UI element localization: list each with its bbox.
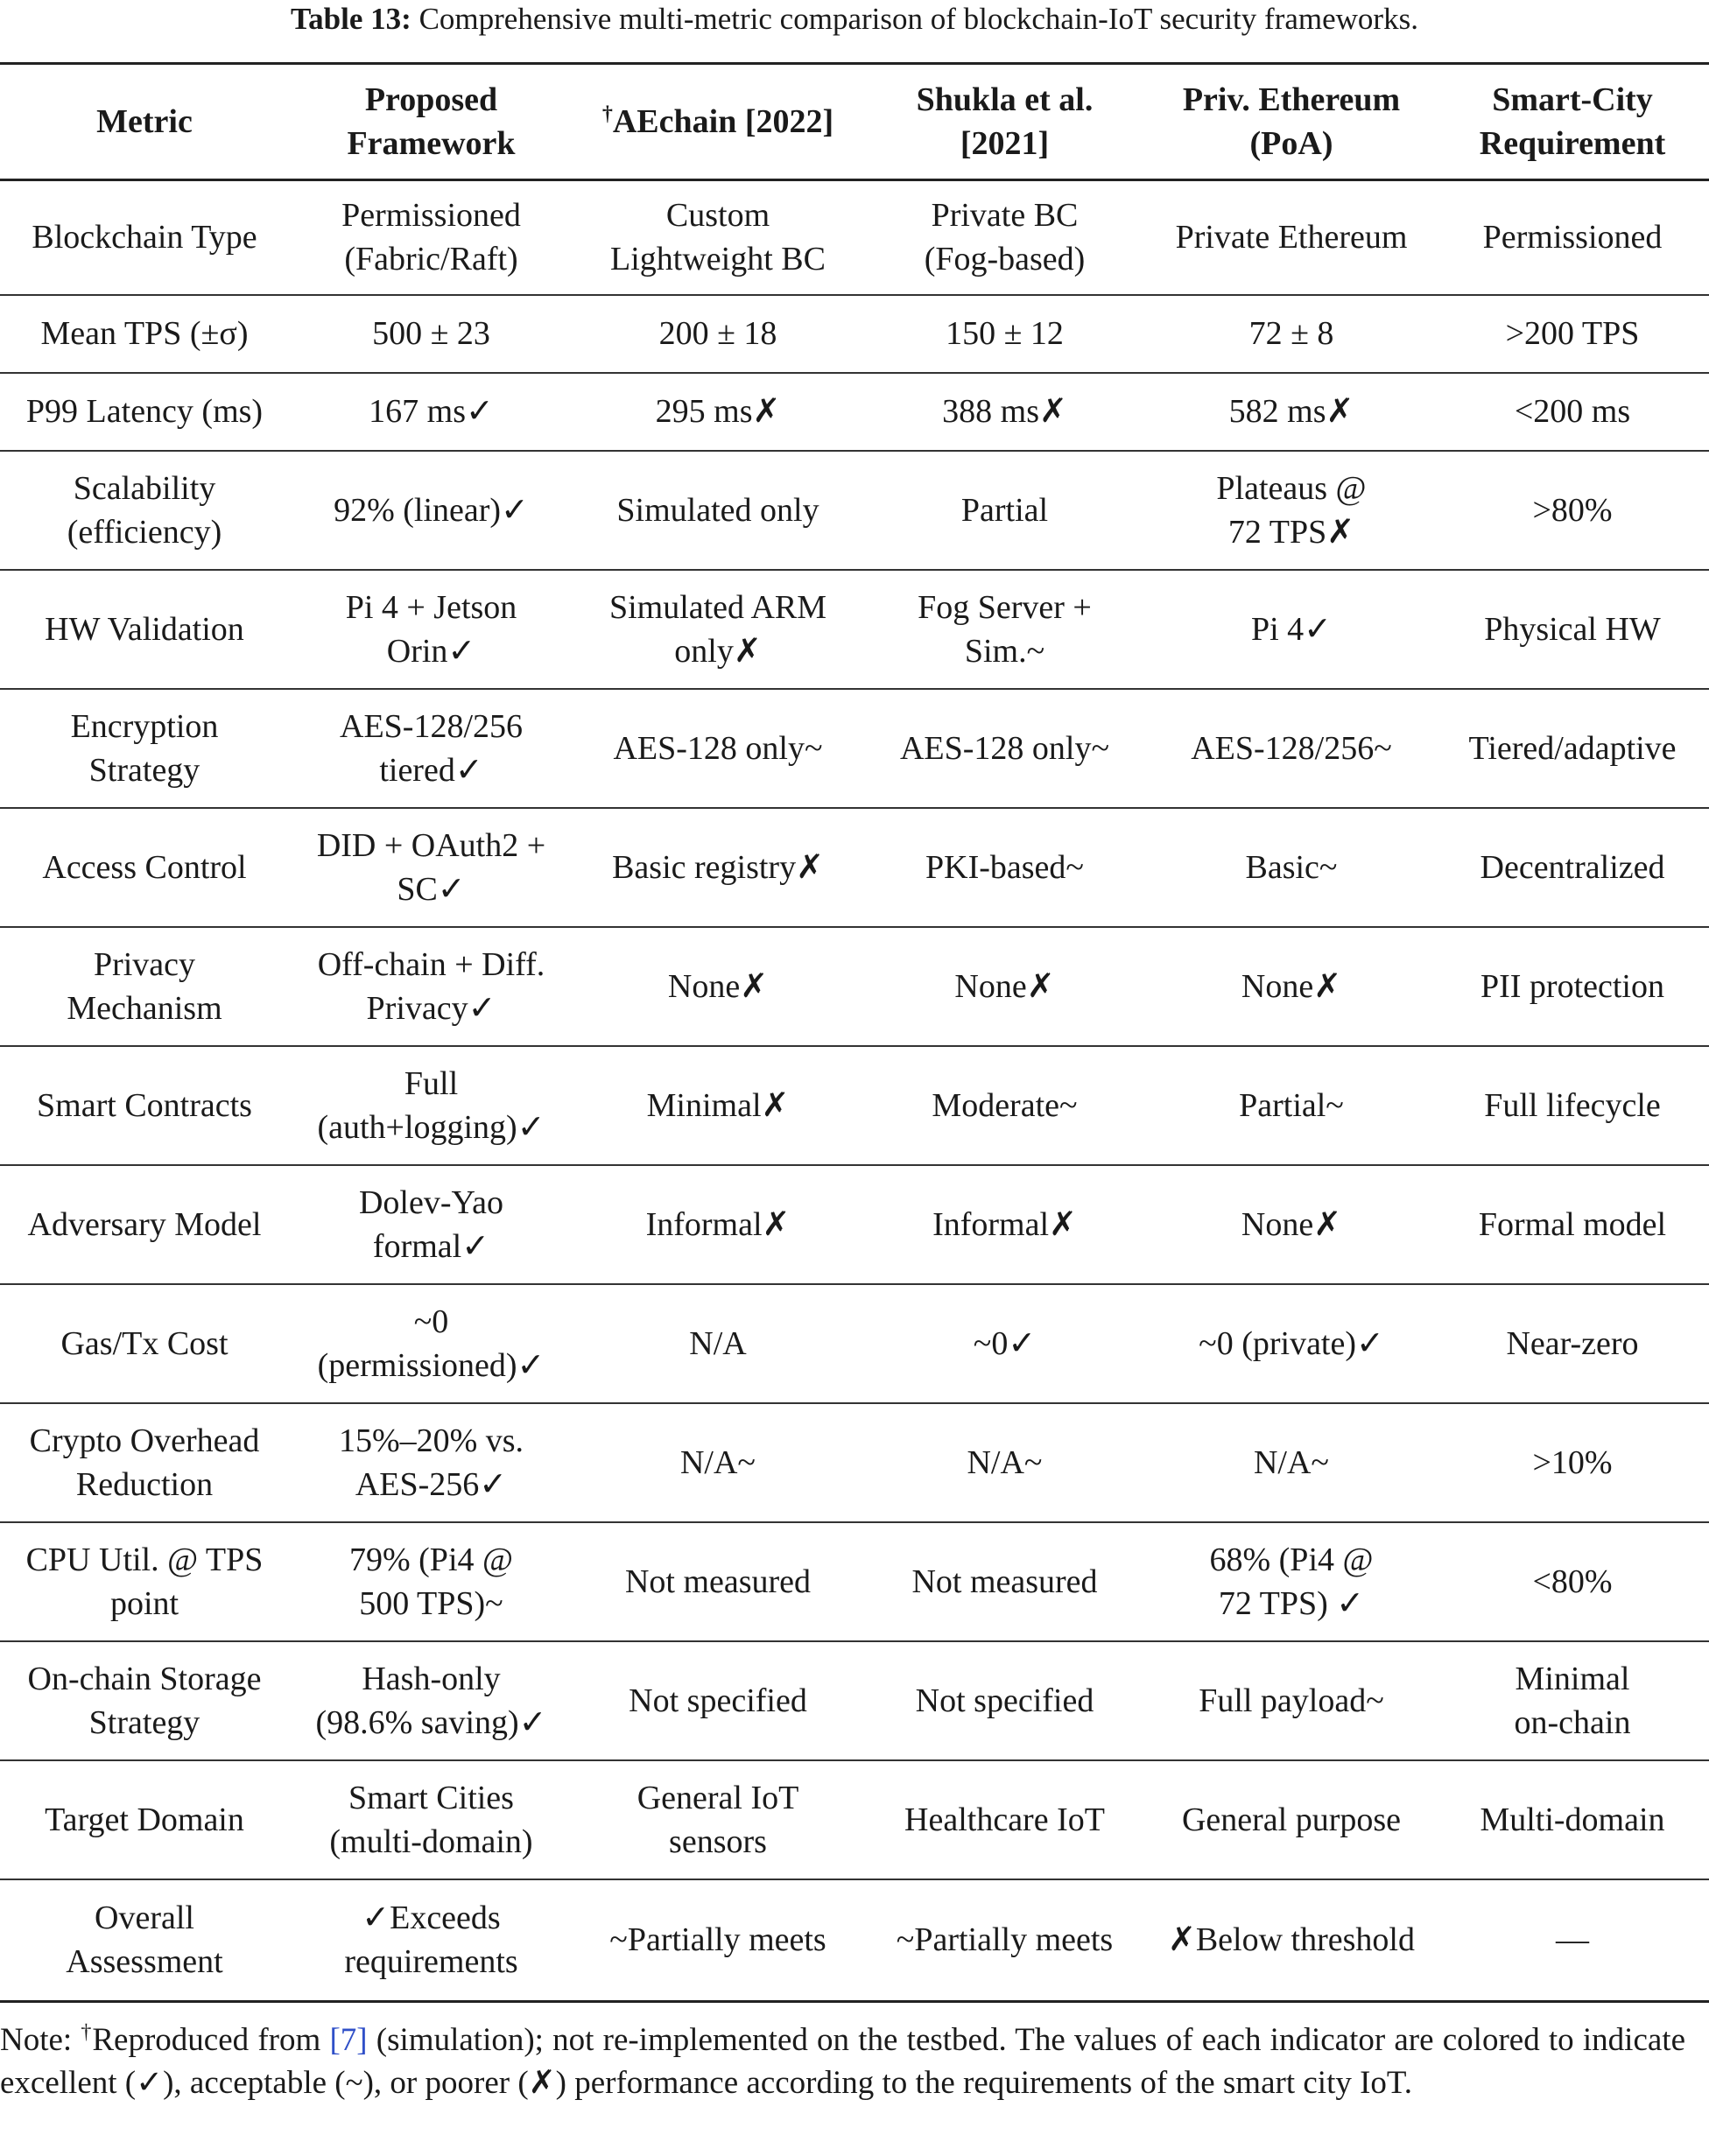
table-row: [0, 373, 1709, 451]
cell-line: Near-zero: [1506, 1324, 1639, 1362]
cell-line: Permissioned: [341, 197, 521, 235]
cell-line: ✓Exceeds: [362, 1900, 501, 1937]
table-row: [0, 1522, 1709, 1641]
cell-line: —: [1556, 1921, 1589, 1959]
cell-line: Fog Server +: [918, 588, 1092, 626]
cell-line: Dolev-Yao: [358, 1183, 504, 1221]
cell-line: 167 ms✓: [369, 393, 494, 430]
cell-line: General IoT: [636, 1779, 799, 1816]
cell-line: 388 ms✗: [942, 393, 1067, 430]
table-cell: [289, 1641, 573, 1760]
cell-line: Access Control: [42, 848, 247, 886]
cell-line: Sim.~: [964, 632, 1045, 670]
cell-line: Privacy: [93, 945, 196, 983]
cell-line: Off-chain + Diff.: [317, 945, 545, 983]
table-cell: [862, 927, 1147, 1046]
cell-line: (98.6% saving)✓: [315, 1703, 547, 1741]
cell-line: N/A~: [967, 1443, 1043, 1481]
table-cell: [1147, 570, 1436, 689]
cell-line: Target Domain: [45, 1801, 244, 1838]
table-cell: [862, 1760, 1147, 1879]
table-cell: [1147, 1760, 1436, 1879]
cell-line: General purpose: [1181, 1801, 1402, 1838]
metric-cell: [0, 927, 289, 1046]
cell-line: Minimal✗: [646, 1086, 790, 1124]
cell-line: (PoA): [1249, 125, 1333, 162]
table-cell: [1147, 689, 1436, 808]
table-cell: [862, 570, 1147, 689]
cell-line: PKI-based~: [925, 848, 1084, 886]
cell-line: only✗: [674, 632, 762, 670]
cell-line: Gas/Tx Cost: [60, 1324, 229, 1362]
metric-cell: [0, 570, 289, 689]
note-text-c: city IoT.: [1303, 2065, 1413, 2101]
table-row: [0, 1403, 1709, 1522]
metric-cell: [0, 1641, 289, 1760]
table-cell: [573, 180, 862, 295]
cell-line: Reduction: [75, 1465, 214, 1503]
table-cell: [573, 927, 862, 1046]
table-cell: [1436, 927, 1709, 1046]
cell-line: Full lifecycle: [1484, 1086, 1661, 1124]
dagger-mark: †: [81, 2020, 93, 2044]
caption-text: Comprehensive multi-metric comparison of blockchain-IoT security frameworks.: [418, 2, 1418, 36]
cell-line: >10%: [1532, 1443, 1613, 1481]
cell-line: Smart Contracts: [37, 1086, 252, 1124]
cell-line: Private Ethereum: [1175, 219, 1408, 256]
note-text-a: Reproduced from: [92, 2022, 330, 2058]
cell-line: Not measured: [911, 1563, 1098, 1600]
cell-line: requirements: [344, 1943, 518, 1981]
note-prefix: Note:: [0, 2022, 81, 2058]
table-cell: [1147, 1046, 1436, 1165]
cell-line: Multi-domain: [1480, 1801, 1665, 1838]
cell-line: P99 Latency (ms): [25, 393, 264, 430]
table-cell: [573, 1522, 862, 1641]
table-row: [0, 1284, 1709, 1403]
table-cell: [1147, 295, 1436, 373]
cell-line: tiered✓: [379, 751, 483, 789]
cell-line: 72 ± 8: [1248, 315, 1334, 352]
cell-line: Partial~: [1239, 1086, 1344, 1124]
reference-link[interactable]: [7]: [329, 2022, 368, 2058]
table-cell: [1436, 1522, 1709, 1641]
cell-line: Pi 4✓: [1250, 610, 1333, 648]
cell-line: PII protection: [1480, 967, 1664, 1005]
table-cell: [289, 373, 573, 451]
metric-cell: [0, 1403, 289, 1522]
column-header: [1436, 64, 1709, 180]
note-text-b: (simulation); not re-implemented on the testbed. The values of each indicator are colored to indicate excellent (✓), acceptable (~), or poorer (✗) performance according to the requirements of the smart: [0, 2022, 1685, 2101]
table-cell: [1147, 1879, 1436, 2002]
cell-line: 582 ms✗: [1228, 393, 1354, 430]
cell-line: Plateaus @: [1216, 469, 1367, 507]
table-cell: [1147, 373, 1436, 451]
cell-line: ~Partially meets: [609, 1921, 826, 1959]
table-cell: [1436, 373, 1709, 451]
cell-line: AES-128/256: [340, 707, 523, 745]
column-header: [0, 64, 289, 180]
caption-label: Table 13:: [291, 2, 411, 36]
table-cell: [1436, 180, 1709, 295]
metric-cell: [0, 689, 289, 808]
cell-line: [2021]: [960, 125, 1050, 162]
cell-line: Not specified: [915, 1682, 1094, 1719]
cell-line: Strategy: [88, 751, 200, 789]
cell-line: ✗Below threshold: [1168, 1921, 1415, 1959]
table-cell: [1436, 1403, 1709, 1522]
table-cell: [1436, 570, 1709, 689]
cell-line: (multi-domain): [329, 1822, 533, 1860]
cell-line: 72 TPS) ✓: [1218, 1584, 1365, 1622]
cell-line: ~0✓: [973, 1324, 1037, 1362]
header-text: AEchain [2022]: [612, 103, 834, 140]
table-row: [0, 180, 1709, 295]
cell-line: Decentralized: [1480, 848, 1665, 886]
cell-line: Partial: [960, 491, 1049, 529]
table-body: [0, 180, 1709, 2002]
cell-line: Simulated ARM: [608, 588, 827, 626]
table-cell: [289, 927, 573, 1046]
table-cell: [573, 295, 862, 373]
cell-line: Private BC: [931, 197, 1079, 235]
table-cell: [573, 808, 862, 927]
cell-line: 15%–20% vs.: [338, 1422, 524, 1459]
table-cell: [862, 1522, 1147, 1641]
cell-line: 72 TPS✗: [1227, 513, 1355, 551]
table-row: [0, 927, 1709, 1046]
table-cell: [862, 180, 1147, 295]
table-cell: [862, 1165, 1147, 1284]
table-cell: [1147, 927, 1436, 1046]
table-note: [0, 2019, 1685, 2104]
table-cell: [289, 808, 573, 927]
cell-line: Healthcare IoT: [904, 1801, 1105, 1838]
cell-line: Shukla et al.: [916, 81, 1094, 118]
cell-line: Simulated only: [616, 491, 819, 529]
cell-line: CPU Util. @ TPS: [25, 1541, 264, 1578]
table-cell: [289, 180, 573, 295]
cell-line: 200 ± 18: [658, 315, 777, 352]
table-cell: [289, 1046, 573, 1165]
cell-line: sensors: [669, 1822, 767, 1860]
table-cell: [862, 1641, 1147, 1760]
table-row: [0, 1165, 1709, 1284]
table-cell: [1436, 295, 1709, 373]
table-cell: [1147, 180, 1436, 295]
cell-line: AES-128 only~: [899, 729, 1110, 767]
table-cell: [573, 451, 862, 570]
table-row: [0, 451, 1709, 570]
table-cell: [573, 373, 862, 451]
cell-line: Informal✗: [932, 1205, 1077, 1243]
table-cell: [289, 1403, 573, 1522]
cell-line: on-chain: [1514, 1703, 1631, 1741]
cell-line: Informal✗: [645, 1205, 791, 1243]
cell-line: Formal model: [1478, 1205, 1667, 1243]
cell-line: Blockchain Type: [32, 219, 257, 256]
table-cell: [1436, 689, 1709, 808]
table-cell: [573, 1284, 862, 1403]
table-cell: [1436, 1641, 1709, 1760]
table-cell: [573, 1760, 862, 1879]
cell-line: N/A: [689, 1324, 747, 1362]
table-cell: [862, 1879, 1147, 2002]
table-cell: [862, 1403, 1147, 1522]
header-line: [575, 100, 861, 144]
cell-line: N/A~: [679, 1443, 756, 1481]
table-cell: [573, 1165, 862, 1284]
cell-line: Basic~: [1245, 848, 1338, 886]
cell-line: Requirement: [1479, 125, 1666, 162]
table-cell: [573, 1879, 862, 2002]
column-header: [289, 64, 573, 180]
metric-cell: [0, 1879, 289, 2002]
cell-line: Encryption: [70, 707, 219, 745]
cell-line: 92% (linear)✓: [334, 491, 529, 529]
cell-line: Mean TPS (±σ): [40, 315, 249, 352]
cell-line: ~0 (private)✓: [1199, 1324, 1384, 1362]
table-cell: [289, 1284, 573, 1403]
table-cell: [289, 451, 573, 570]
cell-line: SC✓: [397, 870, 466, 908]
cell-line: <200 ms: [1514, 393, 1631, 430]
table-cell: [1436, 451, 1709, 570]
cell-line: Full: [404, 1064, 459, 1102]
table-cell: [1436, 1284, 1709, 1403]
cell-line: 79% (Pi4 @: [349, 1541, 513, 1578]
table-cell: [1147, 1403, 1436, 1522]
table-row: [0, 1641, 1709, 1760]
table-row: [0, 295, 1709, 373]
cell-line: Smart-City: [1492, 81, 1653, 118]
cell-line: Permissioned: [1482, 219, 1663, 256]
table-cell: [1436, 1046, 1709, 1165]
cell-line: Pi 4 + Jetson: [345, 588, 517, 626]
table-row: [0, 808, 1709, 927]
cell-line: 500 ± 23: [372, 315, 490, 352]
cell-line: <80%: [1532, 1563, 1613, 1600]
cell-line: N/A~: [1253, 1443, 1329, 1481]
cell-line: Adversary Model: [27, 1205, 262, 1243]
cell-line: (Fabric/Raft): [344, 241, 518, 278]
metric-cell: [0, 295, 289, 373]
table-row: [0, 1760, 1709, 1879]
table-cell: [862, 295, 1147, 373]
cell-line: AES-256✓: [355, 1465, 508, 1503]
cell-line: 68% (Pi4 @: [1209, 1541, 1374, 1578]
table-cell: [1147, 808, 1436, 927]
metric-cell: [0, 373, 289, 451]
table-cell: [1147, 1522, 1436, 1641]
table-cell: [289, 689, 573, 808]
metric-cell: [0, 1760, 289, 1879]
metric-cell: [0, 1522, 289, 1641]
cell-line: (permissioned)✓: [317, 1346, 545, 1384]
table-cell: [1147, 1284, 1436, 1403]
cell-line: (efficiency): [67, 513, 222, 551]
cell-line: Framework: [347, 125, 516, 162]
cell-line: None✗: [667, 967, 769, 1005]
column-header: [862, 64, 1147, 180]
table-cell: [1436, 1165, 1709, 1284]
cell-line: HW Validation: [45, 610, 244, 648]
cell-line: Assessment: [66, 1943, 223, 1981]
cell-line: None✗: [1241, 967, 1342, 1005]
table-row: [0, 1879, 1709, 2002]
cell-line: ~Partially meets: [896, 1921, 1114, 1959]
cell-line: DID + OAuth2 +: [316, 826, 546, 864]
table-cell: [289, 570, 573, 689]
table-cell: [1147, 1641, 1436, 1760]
cell-line: formal✓: [372, 1227, 490, 1265]
cell-line: Moderate~: [932, 1086, 1078, 1124]
cell-line: Lightweight BC: [610, 241, 826, 278]
cell-line: >200 TPS: [1505, 315, 1640, 352]
cell-line: Privacy✓: [366, 989, 496, 1027]
cell-line: Full payload~: [1199, 1682, 1384, 1719]
cell-line: Basic registry✗: [612, 848, 824, 886]
column-header: [1147, 64, 1436, 180]
cell-line: 295 ms✗: [655, 393, 781, 430]
metric-cell: [0, 451, 289, 570]
table-cell: [862, 451, 1147, 570]
cell-line: Hash-only: [362, 1660, 501, 1697]
table-cell: [1436, 1760, 1709, 1879]
table-cell: [289, 1165, 573, 1284]
cell-line: None✗: [954, 967, 1055, 1005]
cell-line: 500 TPS)~: [359, 1584, 503, 1622]
cell-line: Smart Cities: [348, 1779, 514, 1816]
metric-cell: [0, 808, 289, 927]
comparison-table: [0, 62, 1709, 2003]
metric-cell: [0, 180, 289, 295]
cell-line: Not measured: [624, 1563, 812, 1600]
table-cell: [289, 1760, 573, 1879]
cell-line: AES-128 only~: [613, 729, 823, 767]
cell-line: Not specified: [629, 1682, 807, 1719]
cell-line: Physical HW: [1484, 610, 1661, 648]
table-cell: [862, 689, 1147, 808]
cell-line: AES-128/256~: [1191, 729, 1392, 767]
cell-line: Metric: [96, 103, 193, 140]
cell-line: Tiered/adaptive: [1468, 729, 1677, 767]
table-cell: [289, 1879, 573, 2002]
cell-line: >80%: [1532, 491, 1613, 529]
header-row: [0, 64, 1709, 180]
cell-line: Strategy: [88, 1703, 200, 1741]
cell-line: On-chain Storage: [27, 1660, 262, 1697]
column-header: [573, 64, 862, 180]
table-cell: [289, 295, 573, 373]
cell-line: Custom: [665, 197, 770, 235]
table-cell: [573, 689, 862, 808]
table-cell: [1436, 808, 1709, 927]
cell-line: (auth+logging)✓: [317, 1108, 545, 1146]
cell-line: None✗: [1241, 1205, 1342, 1243]
cell-line: Crypto Overhead: [29, 1422, 260, 1459]
table-cell: [1147, 451, 1436, 570]
cell-line: point: [109, 1584, 179, 1622]
cell-line: (Fog-based): [924, 241, 1086, 278]
table-cell: [862, 1284, 1147, 1403]
cell-line: 150 ± 12: [946, 315, 1064, 352]
table-row: [0, 1046, 1709, 1165]
metric-cell: [0, 1165, 289, 1284]
table-cell: [573, 1403, 862, 1522]
cell-line: Mechanism: [67, 989, 222, 1027]
table-row: [0, 570, 1709, 689]
dagger-mark: †: [601, 102, 613, 126]
metric-cell: [0, 1284, 289, 1403]
table-header: [0, 64, 1709, 180]
table-row: [0, 689, 1709, 808]
table-cell: [573, 570, 862, 689]
table-cell: [1147, 1165, 1436, 1284]
cell-line: Proposed: [364, 81, 498, 118]
table-cell: [1436, 1879, 1709, 2002]
cell-line: Priv. Ethereum: [1182, 81, 1401, 118]
cell-line: Overall: [95, 1900, 194, 1937]
table-cell: [573, 1641, 862, 1760]
cell-line: Scalability: [73, 469, 216, 507]
cell-line: Orin✓: [386, 632, 476, 670]
table-cell: [862, 1046, 1147, 1165]
cell-line: Minimal: [1515, 1660, 1630, 1697]
table-cell: [862, 808, 1147, 927]
table-cell: [289, 1522, 573, 1641]
table-cell: [862, 373, 1147, 451]
table-caption: [0, 0, 1709, 39]
metric-cell: [0, 1046, 289, 1165]
cell-line: ~0: [413, 1303, 449, 1340]
table-cell: [573, 1046, 862, 1165]
